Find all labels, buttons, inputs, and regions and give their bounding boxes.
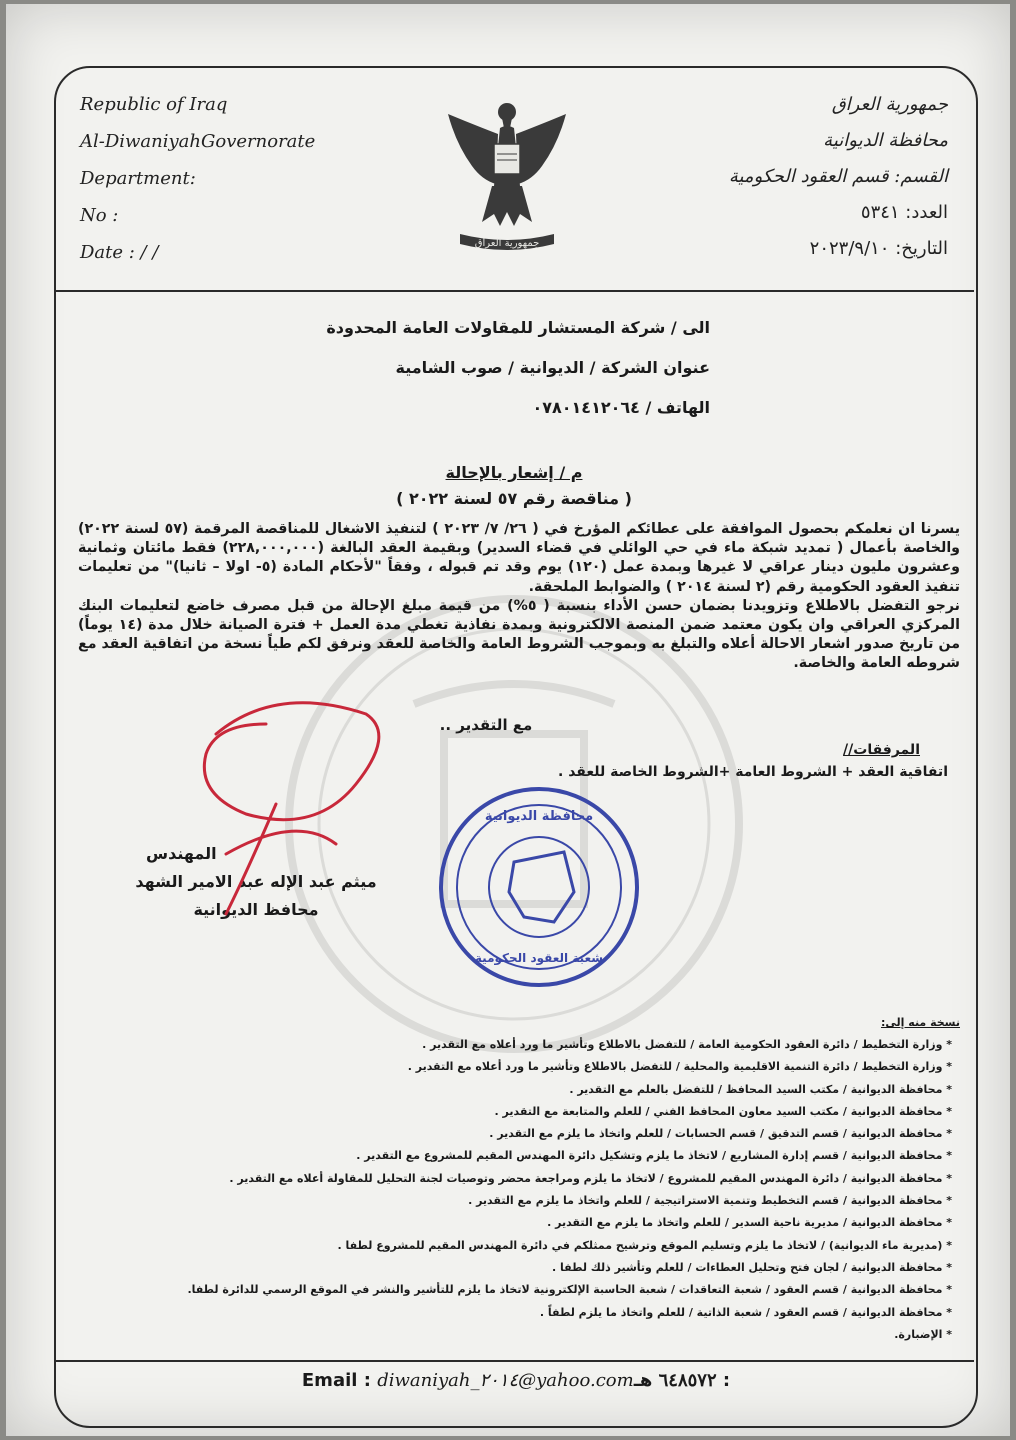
header-department-ar: القسم: قسم العقود الحكومية	[728, 166, 948, 187]
header-english	[80, 90, 380, 275]
footer-phone: ٦٤٨٥٧٢	[658, 1370, 717, 1391]
copy-item: * محافظة الديوانية / مديرية ناحية السدير / للعلم واتخاذ ما يلزم مع التقدير .	[547, 1216, 952, 1230]
document-page	[6, 4, 1010, 1436]
header-governorate-ar: محافظة الديوانية	[823, 130, 948, 151]
copy-item: * محافظة الديوانية / قسم العقود / شعبة الذاتية / للعلم واتخاذ ما يلزم لطفاً .	[539, 1305, 952, 1319]
emblem-banner-text: جمهورية العراق	[474, 238, 540, 249]
signature-name: ميثم عبد الإله عبد الامير الشهد	[135, 872, 377, 891]
official-stamp-icon	[434, 782, 644, 992]
copy-item: * (مديرية ماء الديوانية) / لاتخاذ ما يلزم وتسليم الموقع وترشيح ممثلكم في دائرة المهندس المقيم للمشروع لطفا .	[337, 1238, 952, 1252]
signature-position: محافظ الديوانية	[193, 900, 319, 919]
body-paragraph-1: يسرنا ان نعلمكم بحصول الموافقة على عطائكم المؤرخ في ( ٢٦/ ٧/ ٢٠٢٣ ) لتنفيذ الاشغال للمناقصة المرقمة (٥٧ لسنة ٢٠٢٢) والخاصة بأعمال ( تمديد شبكة ماء في حي الوائلي في قضاء السدير) وبقيمة العقد البالغة (٢٢٨,٠٠٠,٠٠٠) فقط مائتان وثمانية وعشرون مليون دينار عراقي لا غيرها وبمدة عمل (١٢٠) يوم وقد تم قبوله ، وفقاً "لأحكام المادة (٥- اولا – ثانيا)" من تعليمات تنفيذ العقود الحكومية رقم (٢ لسنة ٢٠١٤ ) والضوابط الملحقة.	[78, 521, 961, 595]
header-date-ar: التاريخ: ٢٠٢٣/٩/١٠	[809, 238, 948, 259]
closing-regards: مع التقدير ..	[439, 716, 533, 734]
iraq-eagle-emblem-icon	[442, 94, 572, 254]
footer	[66, 1370, 966, 1391]
copy-item: * محافظة الديوانية / لجان فتح وتحليل العطاءات / للعلم وتأشير ذلك لطفا .	[552, 1260, 952, 1274]
copy-item: * محافظة الديوانية / دائرة المهندس المقيم للمشروع / لاتخاذ ما يلزم ومراجعة محضر وتوصيات لجنة التحليل للمقاولة أعلاه مع التقدير .	[229, 1171, 952, 1185]
copy-item: * محافظة الديوانية / قسم التخطيط وتنمية الاستراتيجية / للعلم واتخاذ ما يلزم مع التقدير .	[468, 1194, 952, 1208]
subject-block	[256, 460, 772, 512]
copy-item: * محافظة الديوانية / قسم إدارة المشاريع / لاتخاذ ما يلزم وتشكيل دائرة المهندس المقيم للمشروع مع التقدير .	[356, 1149, 952, 1163]
footer-email[interactable]: diwaniyah_٢٠١٤@yahoo.com	[377, 1370, 634, 1391]
subject-title: م / إشعار بالإحالة	[445, 463, 583, 482]
footer-divider	[56, 1360, 974, 1362]
header-governorate-en: Al-DiwaniyahGovernorate	[80, 131, 316, 152]
footer-email-label: Email :	[301, 1370, 371, 1391]
body-paragraph-2: نرجو التفضل بالاطلاع وتزويدنا بضمان حسن الأداء بنسبة ( ٥%) من قيمة مبلغ الإحالة من قبل مصرف خاضع لتعليمات البنك المركزي العراقي وان يكون معتمد ضمن المنصة الالكترونية وبمدة نفاذية تغطي مدة العمل + فترة الصيانة خلال مدة (١٤ يوماً) من تاريخ صدور اشعار الاحالة أعلاه والتبلغ به وبموجب الشروط العامة والخاصة للعقد ونرفق لكم طياً نسخة من اتفاقية العقد مع شروطه العامة والخاصة.	[78, 597, 961, 672]
header-divider	[56, 290, 974, 292]
copy-item: * محافظة الديوانية / قسم التدقيق / قسم الحسابات / للعلم واتخاذ ما يلزم مع التقدير .	[489, 1127, 952, 1141]
recipient-address: عنوان الشركة / الديوانية / صوب الشامية	[395, 358, 710, 377]
header-number-ar: العدد: ٥٣٤١	[860, 202, 948, 223]
letter-body	[78, 520, 960, 674]
header-arabic	[618, 90, 948, 270]
header-republic-en: Republic of Iraq	[80, 94, 228, 115]
attachments-label: المرفقات//	[843, 742, 920, 758]
copy-item: * وزارة التخطيط / دائرة التنمية الاقليمية والمحلية / للتفضل بالاطلاع وتأشير ما ورد أعلاه مع التقدير .	[407, 1060, 952, 1074]
attachments-text: اتفاقية العقد + الشروط العامة +الشروط الخاصة للعقد .	[558, 764, 948, 780]
handwritten-signature-icon	[186, 694, 406, 934]
header-republic-ar: جمهورية العراق	[831, 94, 948, 115]
header-department-en: Department:	[80, 168, 196, 189]
subject-tender: ( مناقصة رقم ٥٧ لسنة ٢٠٢٢ )	[396, 489, 632, 508]
recipient-block	[290, 308, 710, 428]
recipient-name: الى / شركة المستشار للمقاولات العامة المحدودة	[326, 318, 710, 337]
copy-item: * محافظة الديوانية / مكتب السيد المحافظ / للتفضل بالعلم مع التقدير .	[569, 1082, 952, 1096]
copy-item: * محافظة الديوانية / مكتب السيد معاون المحافظ الفني / للعلم والمتابعة مع التقدير .	[494, 1104, 952, 1118]
header-number-en: No :	[80, 205, 119, 226]
copies-label: نسخة منه إلى:	[881, 1016, 960, 1029]
copy-item: * محافظة الديوانية / قسم العقود / شعبة التعاقدات / شعبة الحاسبة الإلكترونية لاتخاذ ما يلزم للتأشير والنشر في الموقع الرسمي للدائرة لطفا.	[187, 1283, 952, 1297]
copy-item: * الإضبارة.	[894, 1327, 952, 1341]
recipient-phone: الهاتف / ٠٧٨٠١٤١٢٠٦٤	[532, 398, 710, 417]
copies-list	[72, 1034, 952, 1346]
copy-item: * وزارة التخطيط / دائرة العقود الحكومية العامة / للتفضل بالاطلاع وتأشير ما ورد أعلاه مع التقدير .	[422, 1038, 952, 1051]
stamp-bottom-text: شعبة العقود الحكومية	[474, 951, 604, 965]
stamp-top-text: محافظة الديوانية	[484, 809, 594, 824]
signature-title: المهندس	[146, 844, 217, 863]
header-date-en: Date : / /	[80, 242, 159, 263]
footer-phone-label: هـ :	[633, 1370, 731, 1391]
